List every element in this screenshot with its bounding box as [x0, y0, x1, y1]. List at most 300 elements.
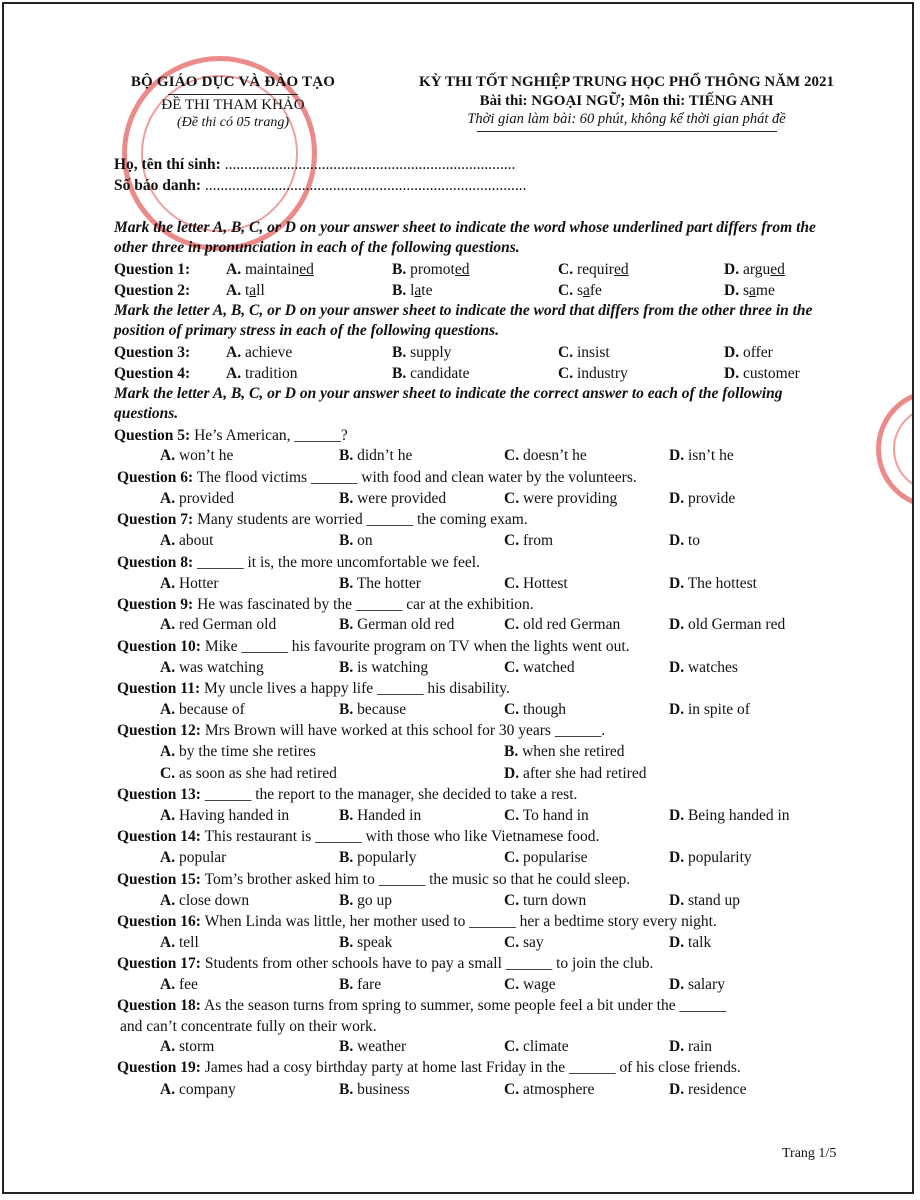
question-8-label: Question 8: — [117, 554, 194, 571]
option-text-end: fe — [589, 282, 602, 299]
exam-page — [2, 2, 914, 1194]
option-letter: A. — [160, 490, 176, 507]
option-letter: A. — [160, 701, 176, 718]
question-5-option-c[interactable] — [504, 446, 587, 466]
option-text: insist — [576, 344, 610, 361]
option-letter: D. — [669, 575, 685, 592]
option-letter: B. — [339, 447, 354, 464]
option-letter: D. — [669, 934, 685, 951]
time-allowed: Thời gian làm bài: 60 phút, không kể thời gian phát đề — [467, 111, 786, 127]
option-letter: B. — [339, 616, 354, 633]
option-letter: C. — [504, 616, 520, 633]
option-text: Hottest — [522, 575, 568, 592]
option-text: requir — [576, 261, 614, 278]
question-4-option-a[interactable] — [226, 364, 297, 384]
question-15-label: Question 15: — [117, 871, 201, 888]
option-letter: D. — [669, 659, 685, 676]
question-17-option-a[interactable] — [160, 975, 198, 995]
question-6-option-b[interactable] — [339, 489, 446, 509]
question-1-option-d[interactable] — [724, 260, 785, 280]
question-13-stem — [117, 785, 577, 805]
exam-name: KỲ THI TỐT NGHIỆP TRUNG HỌC PHỔ THÔNG NĂM 2021 — [419, 74, 834, 90]
option-text: company — [178, 1081, 236, 1098]
option-text: To hand in — [522, 807, 589, 824]
question-14-stem — [117, 827, 599, 847]
question-9-option-b[interactable] — [339, 615, 454, 635]
question-6-stem — [117, 468, 637, 488]
option-letter: A. — [226, 344, 242, 361]
option-letter: C. — [160, 765, 176, 782]
option-letter: A. — [160, 892, 176, 909]
question-8-text: ______ it is, the more uncomfortable we feel. — [197, 554, 480, 571]
option-text: speak — [357, 934, 393, 951]
question-16-option-b[interactable] — [339, 933, 392, 953]
option-text: residence — [687, 1081, 747, 1098]
question-15-option-a[interactable] — [160, 891, 249, 911]
option-letter: B. — [339, 701, 354, 718]
option-text: promot — [410, 261, 455, 278]
question-12-text: Mrs Brown will have worked at this school for 30 years ______. — [204, 722, 606, 739]
question-2-option-d[interactable] — [724, 281, 775, 301]
question-5-option-a[interactable] — [160, 446, 233, 466]
option-text: s — [742, 282, 749, 299]
option-letter: B. — [339, 976, 354, 993]
question-11-option-a[interactable] — [160, 700, 245, 720]
option-underlined-part: ed — [299, 261, 314, 278]
question-16-option-a[interactable] — [160, 933, 199, 953]
question-13-option-a[interactable] — [160, 806, 289, 826]
option-text: turn down — [522, 892, 587, 909]
question-13-text: ______ the report to the manager, she decided to take a rest. — [204, 786, 578, 803]
option-text: Handed in — [357, 807, 422, 824]
option-text: because — [357, 701, 407, 718]
question-3-stem — [114, 343, 190, 363]
option-text: maintain — [244, 261, 300, 278]
option-text: climate — [522, 1038, 569, 1055]
question-13-option-c[interactable] — [504, 806, 589, 826]
option-letter: C. — [504, 976, 520, 993]
option-letter: D. — [724, 261, 740, 278]
option-letter: D. — [669, 701, 685, 718]
question-12-option-d[interactable] — [504, 764, 646, 784]
question-7-option-c[interactable] — [504, 531, 553, 551]
question-9-option-d[interactable] — [669, 615, 785, 635]
option-letter: D. — [669, 490, 685, 507]
question-17-option-d[interactable] — [669, 975, 725, 995]
option-letter: A. — [226, 365, 242, 382]
option-text: stand up — [687, 892, 741, 909]
question-1-option-c[interactable] — [558, 260, 629, 280]
question-1-option-a[interactable] — [226, 260, 314, 280]
option-text: won’t he — [178, 447, 234, 464]
option-letter: C. — [504, 849, 520, 866]
option-letter: A. — [160, 934, 176, 951]
question-1-option-b[interactable] — [392, 260, 470, 280]
question-5-text: He’s American, ______? — [194, 427, 348, 444]
question-19-label: Question 19: — [117, 1059, 201, 1076]
option-letter: D. — [669, 1081, 685, 1098]
question-4-stem — [114, 364, 190, 384]
question-9-option-c[interactable] — [504, 615, 620, 635]
option-text: popularity — [687, 849, 752, 866]
question-19-text: James had a cosy birthday party at home last Friday in the ______ of his close friends. — [204, 1059, 741, 1076]
question-15-option-c[interactable] — [504, 891, 586, 911]
question-14-option-b[interactable] — [339, 848, 417, 868]
option-text: tell — [178, 934, 199, 951]
option-letter: D. — [669, 447, 685, 464]
option-letter: B. — [339, 807, 354, 824]
question-7-option-b[interactable] — [339, 531, 373, 551]
question-10-stem — [117, 637, 630, 657]
question-2-option-a[interactable] — [226, 281, 265, 301]
question-17-option-b[interactable] — [339, 975, 381, 995]
option-text: in spite of — [687, 701, 750, 718]
question-18-option-a[interactable] — [160, 1037, 214, 1057]
subject-line: Bài thi: NGOẠI NGỮ; Môn thi: TIẾNG ANH — [479, 93, 774, 109]
question-13-label: Question 13: — [117, 786, 201, 803]
question-7-stem — [117, 510, 528, 530]
question-18-option-b[interactable] — [339, 1037, 406, 1057]
question-11-option-c[interactable] — [504, 700, 566, 720]
question-16-label: Question 16: — [117, 913, 201, 930]
question-10-option-a[interactable] — [160, 658, 264, 678]
question-17-label: Question 17: — [117, 955, 201, 972]
question-16-option-d[interactable] — [669, 933, 711, 953]
option-letter: C. — [504, 447, 520, 464]
option-text: isn’t he — [687, 447, 734, 464]
question-16-option-c[interactable] — [504, 933, 544, 953]
option-letter: D. — [669, 976, 685, 993]
question-3-option-c[interactable] — [558, 343, 610, 363]
question-6-option-a[interactable] — [160, 489, 234, 509]
option-text-end: ll — [256, 282, 265, 299]
question-9-label: Question 9: — [117, 596, 194, 613]
question-17-option-c[interactable] — [504, 975, 556, 995]
question-3-option-b[interactable] — [392, 343, 451, 363]
option-letter: B. — [339, 532, 354, 549]
option-text: provided — [178, 490, 235, 507]
question-7-option-a[interactable] — [160, 531, 213, 551]
question-18-label: Question 18: — [117, 997, 201, 1014]
option-text: atmosphere — [522, 1081, 595, 1098]
option-letter: B. — [392, 282, 407, 299]
option-text: salary — [687, 976, 725, 993]
option-text: from — [522, 532, 554, 549]
question-9-stem — [117, 595, 534, 615]
option-letter: D. — [724, 282, 740, 299]
instruction-correct-answer: Mark the letter A, B, C, or D on your answer sheet to indicate the correct answer to each of the following questions. — [114, 385, 783, 422]
option-text: were provided — [357, 490, 447, 507]
option-text: wage — [522, 976, 556, 993]
option-text: Hotter — [178, 575, 219, 592]
option-text: to — [687, 532, 701, 549]
question-10-text: Mike ______ his favourite program on TV when the lights went out. — [204, 638, 630, 655]
question-18-stem — [117, 996, 726, 1016]
question-1-label: Question 1: — [114, 261, 191, 278]
pages-note: (Đề thi có 05 trang) — [177, 115, 289, 130]
paper-type: ĐỀ THI THAM KHẢO — [161, 97, 305, 113]
option-text: didn’t he — [357, 447, 413, 464]
question-6-text: The flood victims ______ with food and clean water by the volunteers. — [196, 469, 637, 486]
option-letter: B. — [339, 1038, 354, 1055]
option-letter: C. — [504, 1038, 520, 1055]
header-right — [354, 74, 899, 132]
option-text: old red German — [522, 616, 621, 633]
option-letter: C. — [504, 575, 520, 592]
option-text: close down — [178, 892, 250, 909]
question-8-option-c[interactable] — [504, 574, 568, 594]
question-11-stem — [117, 679, 510, 699]
option-text: s — [576, 282, 583, 299]
question-19-option-d[interactable] — [669, 1080, 746, 1100]
question-8-option-d[interactable] — [669, 574, 757, 594]
option-letter: A. — [160, 1038, 176, 1055]
instruction-pronunciation: Mark the letter A, B, C, or D on your answer sheet to indicate the word whose underlined part differs from the other three in pronunciation in each of the following questions. — [114, 219, 816, 256]
option-text: on — [357, 532, 373, 549]
option-text: offer — [742, 344, 773, 361]
question-10-option-b[interactable] — [339, 658, 428, 678]
option-text: when she retired — [522, 743, 625, 760]
question-10-option-c[interactable] — [504, 658, 575, 678]
option-underlined-part: ed — [770, 261, 785, 278]
option-text: though — [522, 701, 567, 718]
option-letter: A. — [160, 616, 176, 633]
option-text: storm — [178, 1038, 215, 1055]
option-letter: A. — [160, 447, 176, 464]
question-7-option-d[interactable] — [669, 531, 700, 551]
option-underlined-part: a — [583, 282, 590, 299]
question-14-option-a[interactable] — [160, 848, 226, 868]
option-text: t — [244, 282, 250, 299]
question-13-option-b[interactable] — [339, 806, 421, 826]
option-letter: A. — [160, 532, 176, 549]
option-letter: B. — [504, 743, 519, 760]
header-underline — [477, 131, 777, 132]
page-number: Trang 1/5 — [782, 1146, 837, 1161]
question-15-stem — [117, 870, 630, 890]
option-letter: B. — [339, 849, 354, 866]
option-text-end: te — [421, 282, 433, 299]
question-1-stem — [114, 260, 190, 280]
option-letter: D. — [669, 1038, 685, 1055]
option-underlined-part: ed — [613, 261, 629, 278]
option-letter: A. — [160, 1081, 176, 1098]
question-10-option-d[interactable] — [669, 658, 738, 678]
question-19-option-b[interactable] — [339, 1080, 410, 1100]
option-text: industry — [576, 365, 628, 382]
option-letter: D. — [724, 344, 740, 361]
option-letter: D. — [669, 807, 685, 824]
option-letter: C. — [504, 490, 520, 507]
question-2-stem — [114, 281, 190, 301]
option-text-end: me — [755, 282, 775, 299]
question-16-text: When Linda was little, her mother used to ______ her a bedtime story every night. — [204, 913, 717, 930]
question-14-label: Question 14: — [117, 828, 201, 845]
option-letter: C. — [504, 659, 520, 676]
question-6-label: Question 6: — [117, 469, 194, 486]
option-text: candidate — [410, 365, 470, 382]
option-text: about — [178, 532, 214, 549]
option-text: Having handed in — [178, 807, 290, 824]
question-10-label: Question 10: — [117, 638, 201, 655]
question-12-stem — [117, 721, 605, 741]
question-12-label: Question 12: — [117, 722, 201, 739]
header-left — [108, 74, 358, 131]
option-text: popularise — [522, 849, 588, 866]
option-letter: A. — [160, 743, 176, 760]
option-underlined-part: a — [749, 282, 756, 299]
question-15-option-b[interactable] — [339, 891, 392, 911]
question-3-option-a[interactable] — [226, 343, 292, 363]
option-text: go up — [357, 892, 392, 909]
option-letter: C. — [558, 282, 574, 299]
option-letter: A. — [160, 575, 176, 592]
option-text: popular — [178, 849, 227, 866]
option-text: by the time she retires — [178, 743, 316, 760]
option-underlined-part: a — [249, 282, 257, 299]
question-19-option-c[interactable] — [504, 1080, 594, 1100]
question-15-text: Tom’s brother asked him to ______ the music so that he could sleep. — [204, 871, 631, 888]
question-19-stem — [117, 1058, 741, 1078]
option-letter: C. — [504, 934, 520, 951]
question-5-stem — [114, 426, 348, 446]
question-11-label: Question 11: — [117, 680, 201, 697]
option-text: Being handed in — [687, 807, 790, 824]
question-14-option-d[interactable] — [669, 848, 752, 868]
option-letter: B. — [339, 490, 354, 507]
question-9-option-a[interactable] — [160, 615, 276, 635]
question-18-text: As the season turns from spring to summer, some people feel a bit under the ______ — [204, 997, 726, 1014]
question-8-option-a[interactable] — [160, 574, 219, 594]
question-14-option-c[interactable] — [504, 848, 588, 868]
question-5-option-b[interactable] — [339, 446, 412, 466]
question-13-option-d[interactable] — [669, 806, 790, 826]
option-letter: D. — [669, 616, 685, 633]
question-7-label: Question 7: — [117, 511, 194, 528]
option-text: is watching — [357, 659, 429, 676]
question-3-label: Question 3: — [114, 344, 191, 361]
option-text: fee — [178, 976, 198, 993]
question-6-option-c[interactable] — [504, 489, 617, 509]
instruction-stress: Mark the letter A, B, C, or D on your answer sheet to indicate the word that differs from the other three in the position of primary stress in each of the following questions. — [114, 302, 813, 339]
option-text: as soon as she had retired — [178, 765, 337, 782]
option-text: supply — [410, 344, 452, 361]
option-text: doesn’t he — [522, 447, 587, 464]
question-9-text: He was fascinated by the ______ car at the exhibition. — [197, 596, 534, 613]
option-text: was watching — [178, 659, 264, 676]
option-text: say — [522, 934, 544, 951]
option-letter: C. — [558, 261, 574, 278]
question-17-stem — [117, 954, 653, 974]
question-5-label: Question 5: — [114, 427, 191, 444]
question-16-stem — [117, 912, 717, 932]
question-17-text: Students from other schools have to pay a small ______ to join the club. — [204, 955, 654, 972]
option-letter: B. — [339, 659, 354, 676]
option-text: watches — [687, 659, 738, 676]
question-4-option-c[interactable] — [558, 364, 628, 384]
question-4-option-d[interactable] — [724, 364, 800, 384]
question-18-option-c[interactable] — [504, 1037, 569, 1057]
question-14-text: This restaurant is ______ with those who like Vietnamese food. — [204, 828, 600, 845]
question-18-option-d[interactable] — [669, 1037, 712, 1057]
question-8-option-b[interactable] — [339, 574, 421, 594]
option-letter: A. — [226, 261, 242, 278]
option-text: The hotter — [356, 575, 421, 592]
candidate-id-label: Số báo danh: — [114, 177, 202, 194]
option-letter: D. — [724, 365, 740, 382]
option-text: fare — [357, 976, 382, 993]
option-text: l — [410, 282, 415, 299]
question-6-option-d[interactable] — [669, 489, 735, 509]
option-text: tradition — [244, 365, 298, 382]
question-4-label: Question 4: — [114, 365, 191, 382]
option-letter: C. — [558, 365, 574, 382]
option-letter: D. — [504, 765, 520, 782]
question-12-option-a[interactable] — [160, 742, 316, 762]
candidate-name-dots: ........................................................................... — [224, 156, 516, 173]
option-text: German old red — [357, 616, 455, 633]
option-letter: A. — [160, 849, 176, 866]
option-letter: C. — [504, 532, 520, 549]
option-letter: B. — [339, 1081, 354, 1098]
option-letter: B. — [392, 365, 407, 382]
question-12-option-c[interactable] — [160, 764, 337, 784]
question-3-option-d[interactable] — [724, 343, 773, 363]
option-text: achieve — [244, 344, 293, 361]
question-11-text: My uncle lives a happy life ______ his disability. — [203, 680, 510, 697]
option-letter: D. — [669, 892, 685, 909]
question-19-option-a[interactable] — [160, 1080, 236, 1100]
question-2-option-b[interactable] — [392, 281, 432, 301]
candidate-id-line — [114, 177, 527, 195]
option-letter: A. — [160, 659, 176, 676]
ministry-underline — [168, 94, 298, 95]
option-text: business — [357, 1081, 410, 1098]
option-text: old German red — [687, 616, 786, 633]
option-text: provide — [687, 490, 736, 507]
option-letter: A. — [226, 282, 242, 299]
option-text: watched — [522, 659, 575, 676]
question-12-option-b[interactable] — [504, 742, 625, 762]
option-letter: C. — [504, 701, 520, 718]
question-15-option-d[interactable] — [669, 891, 740, 911]
option-text: customer — [742, 365, 800, 382]
option-letter: C. — [504, 892, 520, 909]
question-4-option-b[interactable] — [392, 364, 469, 384]
option-text: red German old — [178, 616, 277, 633]
official-seal-partial — [876, 389, 914, 509]
question-2-option-c[interactable] — [558, 281, 602, 301]
option-letter: C. — [504, 807, 520, 824]
option-letter: B. — [339, 575, 354, 592]
question-5-option-d[interactable] — [669, 446, 734, 466]
question-11-option-d[interactable] — [669, 700, 750, 720]
question-11-option-b[interactable] — [339, 700, 406, 720]
option-text: rain — [687, 1038, 713, 1055]
option-letter: B. — [339, 934, 354, 951]
question-8-stem — [117, 553, 480, 573]
candidate-id-dots: ................................................................................... — [204, 177, 527, 194]
option-text: The hottest — [687, 575, 757, 592]
option-text: talk — [687, 934, 712, 951]
option-text: argu — [742, 261, 771, 278]
question-2-label: Question 2: — [114, 282, 191, 299]
option-text: were providing — [522, 490, 618, 507]
option-text: popularly — [357, 849, 417, 866]
option-letter: D. — [669, 532, 685, 549]
option-letter: C. — [558, 344, 574, 361]
option-letter: B. — [392, 261, 407, 278]
